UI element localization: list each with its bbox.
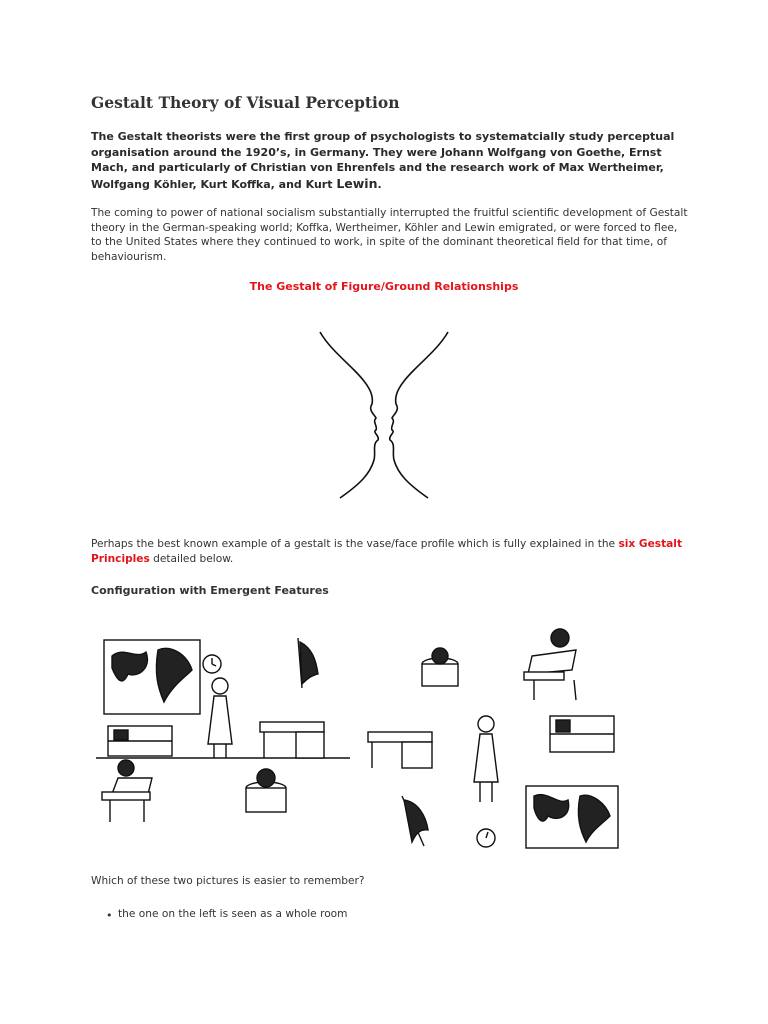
left-room-scene <box>96 638 350 822</box>
bullet-icon: • <box>106 909 113 922</box>
list-item <box>106 908 348 922</box>
room-scenes-illustration <box>88 616 628 856</box>
figure-ground-heading: The Gestalt of Figure/Ground Relationships <box>249 280 519 293</box>
question-text: Which of these two pictures is easier to remember? <box>91 875 365 887</box>
list-item-text: the one on the left is seen as a whole room <box>118 908 348 920</box>
vase-text-end: detailed below. <box>149 553 234 565</box>
intro-lewin: Lewin <box>336 175 378 191</box>
intro-text: The Gestalt theorists were the first group of psychologists to systematcially study perceptual organisation around the 1920’s, in Germany. They were Johann Wolfgang von Goethe, Ernst Mach, and particularly of Christian von Ehrenfels and the research work of Max Wertheimer, Wolfgang Köhler, Kurt Koffka, and Kurt <box>91 130 675 191</box>
six-principles-link[interactable]: six Gestalt Principles <box>91 538 683 565</box>
right-room-scene <box>368 629 618 848</box>
intro-end: . <box>377 177 382 191</box>
configuration-heading: Configuration with Emergent Features <box>91 584 329 597</box>
vase-paragraph <box>91 537 691 567</box>
vase-text: Perhaps the best known example of a gestalt is the vase/face profile which is fully explained in the <box>91 538 619 550</box>
page-title: Gestalt Theory of Visual Perception <box>91 93 400 112</box>
vase-face-illustration <box>316 328 452 518</box>
history-paragraph: The coming to power of national socialism substantially interrupted the fruitful scientific development of Gestalt theory in the German-speaking world; Koffka, Wertheimer, Köhler and Lewin emigrated, or were forced to flee, to the United States where they continued to work, in spite of the dominant theoretical field for that time, of behaviourism. <box>91 207 688 263</box>
intro-paragraph <box>91 129 681 192</box>
